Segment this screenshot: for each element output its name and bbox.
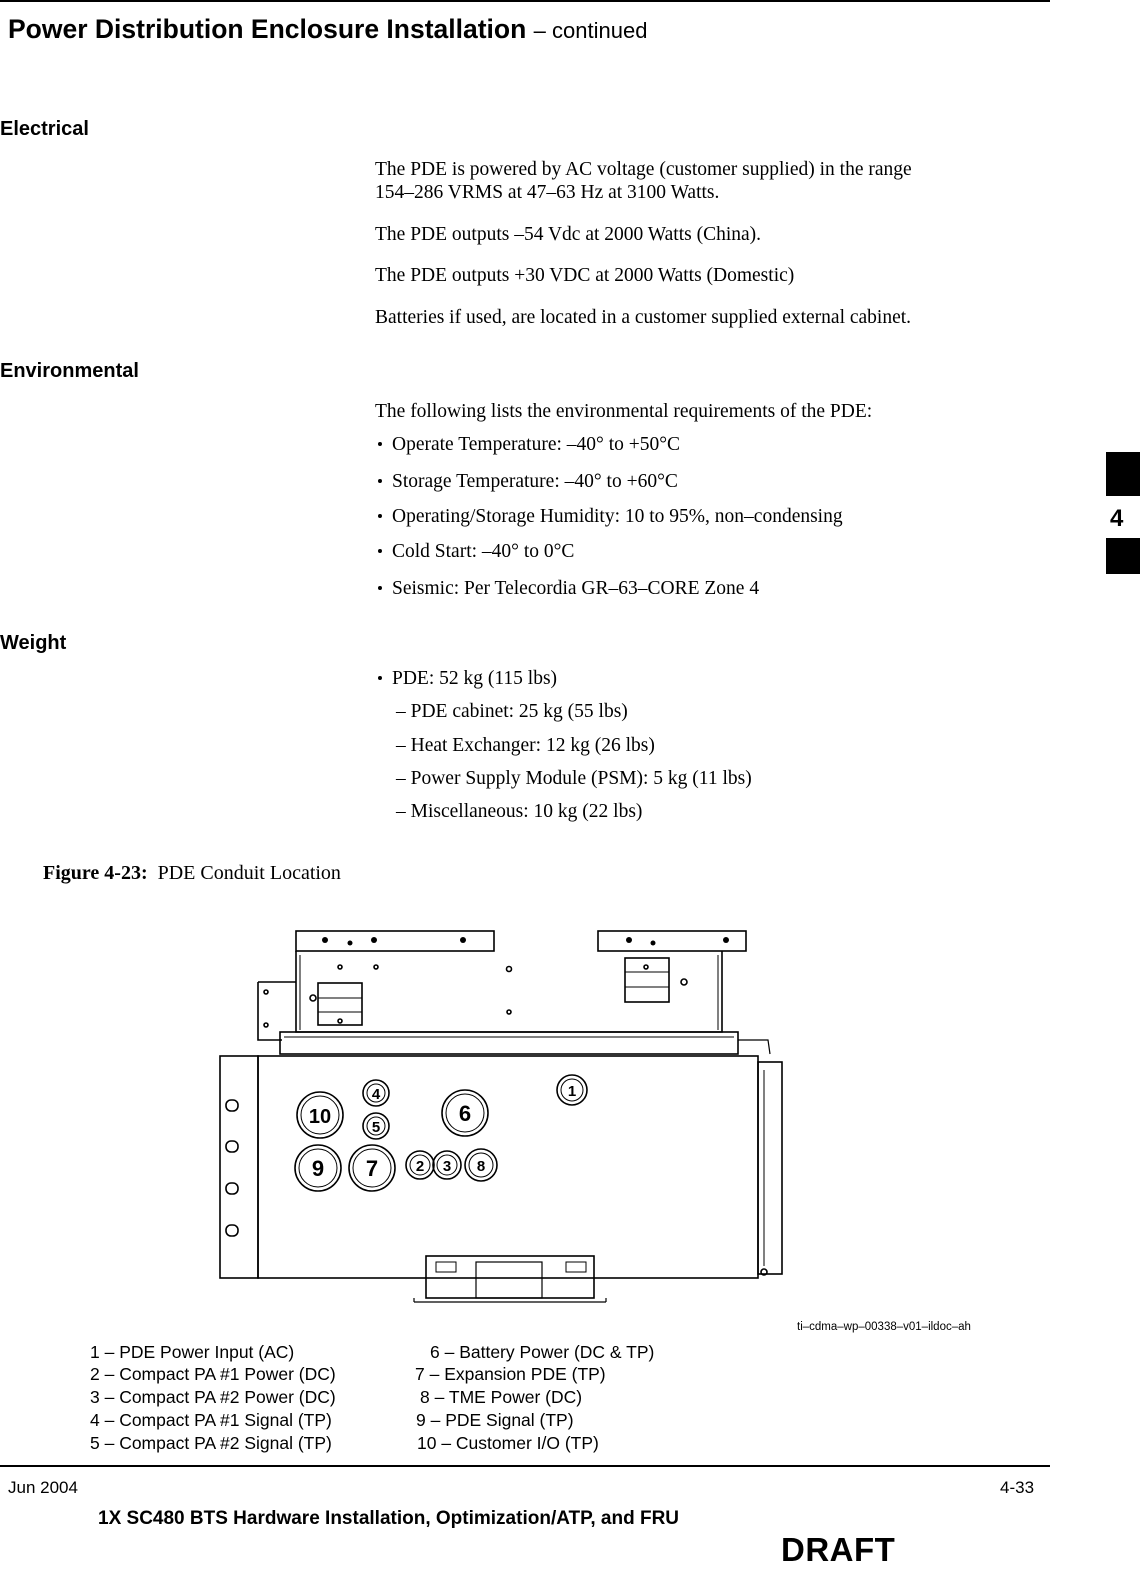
main-enclosure bbox=[258, 1056, 758, 1278]
legend-left-item: 4 – Compact PA #1 Signal (TP) bbox=[90, 1410, 332, 1430]
conduit-2 bbox=[406, 1151, 434, 1179]
legend-left-item: 3 – Compact PA #2 Power (DC) bbox=[90, 1387, 336, 1407]
environmental-heading: Environmental bbox=[0, 360, 139, 382]
flange bbox=[280, 1032, 738, 1054]
conduit-4 bbox=[363, 1080, 389, 1106]
legend-right-item: 7 – Expansion PDE (TP) bbox=[415, 1364, 606, 1384]
conduit-9 bbox=[295, 1145, 341, 1191]
electrical-para3: The PDE outputs +30 VDC at 2000 Watts (Domestic) bbox=[375, 265, 795, 286]
page-title-continued: – continued bbox=[533, 18, 648, 43]
bullet-text: Cold Start: –40° to 0°C bbox=[392, 541, 575, 562]
conduit-3 bbox=[433, 1151, 461, 1179]
weight-sub-item: – Miscellaneous: 10 kg (22 lbs) bbox=[396, 801, 643, 822]
environmental-bullet bbox=[378, 541, 574, 563]
electrical-para1-line1: The PDE is powered by AC voltage (customer supplied) in the range bbox=[375, 159, 912, 180]
figure-id: ti–cdma–wp–00338–v01–ildoc–ah bbox=[797, 1321, 971, 1333]
conduit-5 bbox=[363, 1113, 389, 1139]
electrical-para4: Batteries if used, are located in a customer supplied external cabinet. bbox=[375, 307, 912, 328]
figure-caption bbox=[43, 862, 341, 885]
conduit-label: 5 bbox=[371, 1119, 381, 1136]
upper-housing bbox=[296, 951, 722, 1032]
weight-heading: Weight bbox=[0, 632, 67, 654]
electrical-para1-line2: 154–286 VRMS at 47–63 Hz at 3100 Watts. bbox=[375, 182, 720, 203]
environmental-intro: The following lists the environmental requirements of the PDE: bbox=[375, 401, 873, 422]
weight-sub-item: – Heat Exchanger: 12 kg (26 lbs) bbox=[396, 735, 655, 756]
weight-sub-item: – PDE cabinet: 25 kg (55 lbs) bbox=[396, 701, 628, 722]
draft-stamp: DRAFT bbox=[781, 1531, 896, 1568]
environmental-bullet bbox=[378, 434, 680, 456]
conduit-label: 7 bbox=[365, 1156, 379, 1181]
legend-right-item: 8 – TME Power (DC) bbox=[420, 1387, 583, 1407]
footer-doc-title: 1X SC480 BTS Hardware Installation, Optimization/ATP, and FRU bbox=[98, 1508, 680, 1529]
conduit-label: 3 bbox=[442, 1158, 452, 1175]
chapter-tab-number: 4 bbox=[1110, 505, 1124, 532]
conduit-1 bbox=[557, 1075, 587, 1105]
bullet-text: Storage Temperature: –40° to +60°C bbox=[392, 471, 678, 492]
bullet-text: Operating/Storage Humidity: 10 to 95%, non–condensing bbox=[392, 506, 843, 527]
legend-left-item: 2 – Compact PA #1 Power (DC) bbox=[90, 1364, 336, 1384]
legend-right-item: 9 – PDE Signal (TP) bbox=[416, 1410, 574, 1430]
environmental-bullet bbox=[378, 578, 759, 600]
left-mounting-plate bbox=[220, 1056, 258, 1278]
conduit-label: 2 bbox=[415, 1158, 425, 1175]
footer-date: Jun 2004 bbox=[8, 1478, 78, 1497]
conduit-label: 4 bbox=[371, 1086, 381, 1103]
legend-right-item: 10 – Customer I/O (TP) bbox=[417, 1433, 599, 1453]
conduit-label: 9 bbox=[311, 1156, 325, 1181]
conduit-6 bbox=[442, 1090, 488, 1136]
environmental-bullet bbox=[378, 506, 843, 528]
conduit-8 bbox=[465, 1149, 497, 1181]
conduit-label: 10 bbox=[308, 1106, 332, 1128]
legend-right-item: 6 – Battery Power (DC & TP) bbox=[430, 1342, 655, 1362]
weight-bullet bbox=[378, 668, 557, 690]
legend-left-item: 1 – PDE Power Input (AC) bbox=[90, 1342, 295, 1362]
legend-left-item: 5 – Compact PA #2 Signal (TP) bbox=[90, 1433, 332, 1453]
conduit-10 bbox=[297, 1092, 343, 1138]
weight-sub-item: – Power Supply Module (PSM): 5 kg (11 lbs) bbox=[396, 768, 752, 789]
chapter-tab-top-block bbox=[1106, 452, 1140, 496]
conduit-label: 8 bbox=[476, 1158, 486, 1175]
pde-conduit-drawing bbox=[0, 920, 1140, 1320]
conduit-7 bbox=[349, 1145, 395, 1191]
footer-rule bbox=[0, 1465, 1050, 1467]
electrical-heading: Electrical bbox=[0, 118, 89, 140]
bullet-text: Operate Temperature: –40° to +50°C bbox=[392, 434, 681, 455]
right-side-panel bbox=[758, 1062, 782, 1274]
figure-caption-text: PDE Conduit Location bbox=[157, 862, 341, 884]
page-title bbox=[8, 14, 647, 45]
electrical-para2: The PDE outputs –54 Vdc at 2000 Watts (China). bbox=[375, 224, 762, 245]
footer-page-number: 4-33 bbox=[1000, 1478, 1035, 1497]
environmental-bullet bbox=[378, 471, 678, 493]
conduit-label: 6 bbox=[458, 1101, 472, 1126]
page-title-text: Power Distribution Enclosure Installation bbox=[8, 14, 527, 44]
bullet-text: PDE: 52 kg (115 lbs) bbox=[392, 668, 558, 689]
conduit-label: 1 bbox=[567, 1083, 577, 1100]
bullet-text: Seismic: Per Telecordia GR–63–CORE Zone 4 bbox=[392, 578, 760, 599]
figure-label: Figure 4-23: bbox=[43, 862, 148, 884]
chapter-tab-bottom-block bbox=[1106, 538, 1140, 574]
header-rule bbox=[0, 0, 1050, 2]
